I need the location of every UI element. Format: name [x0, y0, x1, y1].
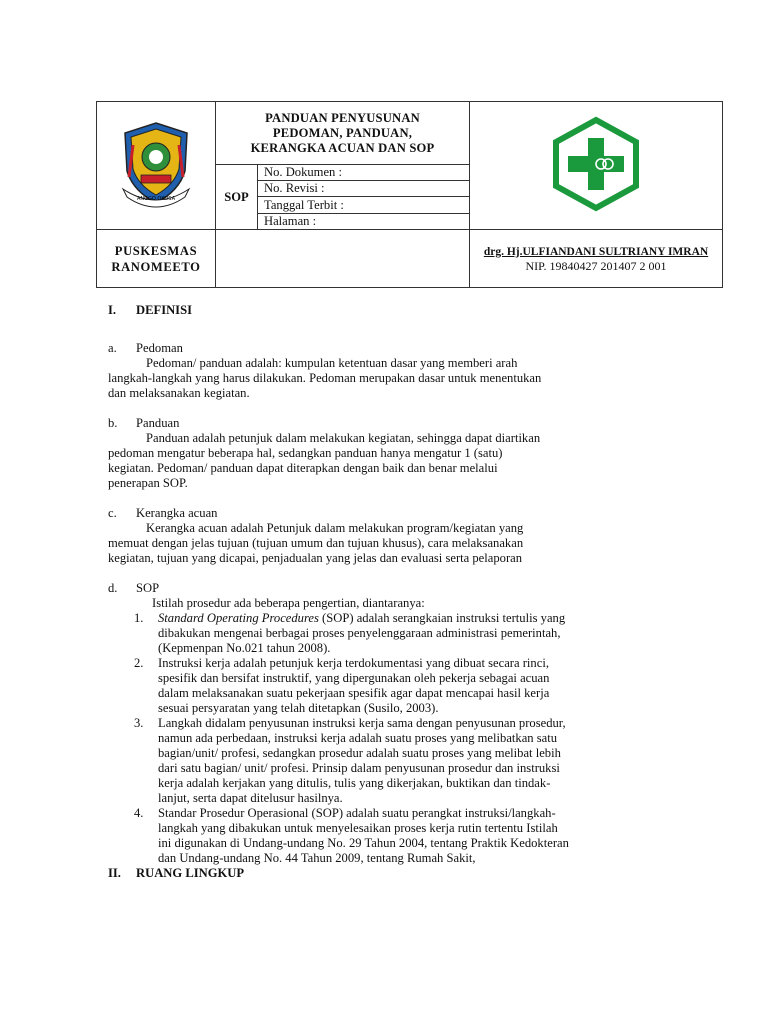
signer-nip: NIP. 19840427 201407 2 001: [525, 258, 667, 273]
paragraph-line: Panduan adalah petunjuk dalam melakukan kegiatan, sehingga dapat diartikan: [146, 431, 541, 445]
title-line-3: KERANGKA ACUAN DAN SOP: [250, 140, 435, 155]
list-line: Instruksi kerja adalah petunjuk kerja terdokumentasi yang dibuat secara rinci,: [158, 656, 549, 670]
list-line: Langkah didalam penyusunan instruksi kerja sama dengan penyusunan prosedur,: [158, 716, 566, 730]
list-number: 3.: [134, 716, 144, 730]
paragraph-line: dan melaksanakan kegiatan.: [108, 386, 250, 400]
org-line-1: PUSKESMAS: [114, 243, 198, 258]
subsection-letter: a.: [108, 341, 117, 355]
field-tanggal-terbit: Tanggal Terbit :: [258, 197, 469, 213]
list-line: (Kepmenpan No.021 tahun 2008).: [158, 641, 331, 655]
signer-name: drg. Hj.ULFIANDANI SULTRIANY IMRAN: [483, 245, 709, 258]
subsection-title: Panduan: [136, 416, 180, 430]
subsection-letter: b.: [108, 416, 118, 430]
list-line: dalam melaksanakan suatu pekerjaan spesifik agar dapat mencapai hasil kerja: [158, 686, 550, 700]
field-no-dokumen: No. Dokumen :: [258, 165, 469, 181]
section-number: I.: [108, 303, 117, 317]
paragraph-line: langkah-langkah yang harus dilakukan. Pedoman merupakan dasar untuk menentukan: [108, 371, 542, 385]
subsection-letter: d.: [108, 581, 118, 595]
sop-intro: Istilah prosedur ada beberapa pengertian, diantaranya:: [152, 596, 425, 610]
subsection-title: Pedoman: [136, 341, 183, 355]
list-item: [134, 806, 660, 866]
list-line: spesifik dan bersifat instruktif, yang dipergunakan oleh pekerja sebagai acuan: [158, 671, 550, 685]
paragraph-line: kegiatan, tujuan yang dicapai, penjadualan yang jelas dan evaluasi serta pelaporan: [108, 551, 523, 565]
field-no-revisi: No. Revisi :: [258, 181, 469, 197]
subsection-letter: c.: [108, 506, 117, 520]
regency-emblem-logo: [119, 119, 193, 209]
paragraph-line: kegiatan. Pedoman/ panduan dapat diterapkan dengan baik dan benar melalui: [108, 461, 498, 475]
paragraph-line: memuat dengan jelas tujuan (tujuan umum dan tujuan khusus), cara melaksanakan: [108, 536, 524, 550]
list-line: bagian/unit/ profesi, sedangkan prosedur adalah suatu proses yang melibat lebih: [158, 746, 561, 760]
subsection-title: Kerangka acuan: [136, 506, 218, 520]
paragraph-line: Kerangka acuan adalah Petunjuk dalam melakukan program/kegiatan yang: [146, 521, 524, 535]
emphasis-term: Standard Operating Procedures: [158, 611, 319, 625]
document-title-cell: [216, 102, 470, 165]
sop-label: SOP: [216, 165, 258, 230]
list-line: langkah yang dibakukan untuk menyelesaikan proses kerja rutin tertentu Istilah: [158, 821, 558, 835]
list-number: 1.: [134, 611, 144, 625]
green-cross-logo: [548, 116, 644, 212]
subsection-title: SOP: [136, 581, 160, 595]
list-line: sesuai persyaratan yang telah ditetapkan (Susilo, 2003).: [158, 701, 439, 715]
emblem-motto: ANGGO OKOSA: [137, 195, 175, 202]
section-number: II.: [108, 866, 121, 880]
list-number: 4.: [134, 806, 144, 820]
title-line-1: PANDUAN PENYUSUNAN: [265, 110, 420, 125]
list-line: kerja adalah kerjakan yang ditulis, tulis yang dikerjakan, buktikan dan tindak-: [158, 776, 551, 790]
section-title: RUANG LINGKUP: [136, 866, 245, 880]
section-ruang-lingkup-heading: [108, 866, 660, 881]
subsection-panduan-heading: [108, 416, 660, 431]
header-table: [96, 101, 723, 288]
subsection-pedoman-heading: [108, 341, 660, 356]
subsection-sop-heading: [108, 581, 660, 596]
org-line-2: RANOMEETO: [111, 259, 201, 274]
list-line: dari satu bagian/ unit/ profesi. Prinsip dalam penyusunan prosedur dan instruksi: [158, 761, 560, 775]
document-body: [108, 303, 660, 881]
puskesmas-logo-cell: [470, 102, 723, 230]
list-line: dibakukan mengenai berbagai proses penyelenggaraan administrasi pemerintah,: [158, 626, 561, 640]
list-item: [134, 611, 660, 656]
title-line-2: PEDOMAN, PANDUAN,: [272, 125, 413, 140]
list-line: namun ada perbedaan, instruksi kerja adalah suatu proses yang melibatkan satu: [158, 731, 558, 745]
list-item: [134, 716, 660, 806]
section-title: DEFINISI: [136, 303, 192, 317]
paragraph-line: penerapan SOP.: [108, 476, 188, 490]
regency-emblem-cell: [97, 102, 216, 230]
field-halaman: Halaman :: [264, 213, 317, 228]
document-fields-cell: [258, 165, 470, 230]
subsection-kerangka-acuan-heading: [108, 506, 660, 521]
signer-cell: [470, 230, 723, 288]
list-item: [134, 656, 660, 716]
list-line: ini digunakan di Undang-undang No. 29 Tahun 2004, tentang Praktik Kedokteran: [158, 836, 569, 850]
puskesmas-name-cell: [97, 230, 216, 288]
list-number: 2.: [134, 656, 144, 670]
paragraph-line: pedoman mengatur beberapa hal, sedangkan panduan hanya mengatur 1 (satu): [108, 446, 503, 460]
list-line: lanjut, serta dapat ditelusur hasilnya.: [158, 791, 343, 805]
list-line: (SOP) adalah serangkaian instruksi tertulis yang: [318, 611, 566, 625]
empty-cell: [216, 230, 470, 288]
paragraph-line: Pedoman/ panduan adalah: kumpulan ketentuan dasar yang memberi arah: [146, 356, 518, 370]
list-line: Standar Prosedur Operasional (SOP) adalah suatu perangkat instruksi/langkah-: [158, 806, 556, 820]
section-definisi-heading: [108, 303, 660, 318]
list-line: dan Undang-undang No. 44 Tahun 2009, tentang Rumah Sakit,: [158, 851, 476, 865]
